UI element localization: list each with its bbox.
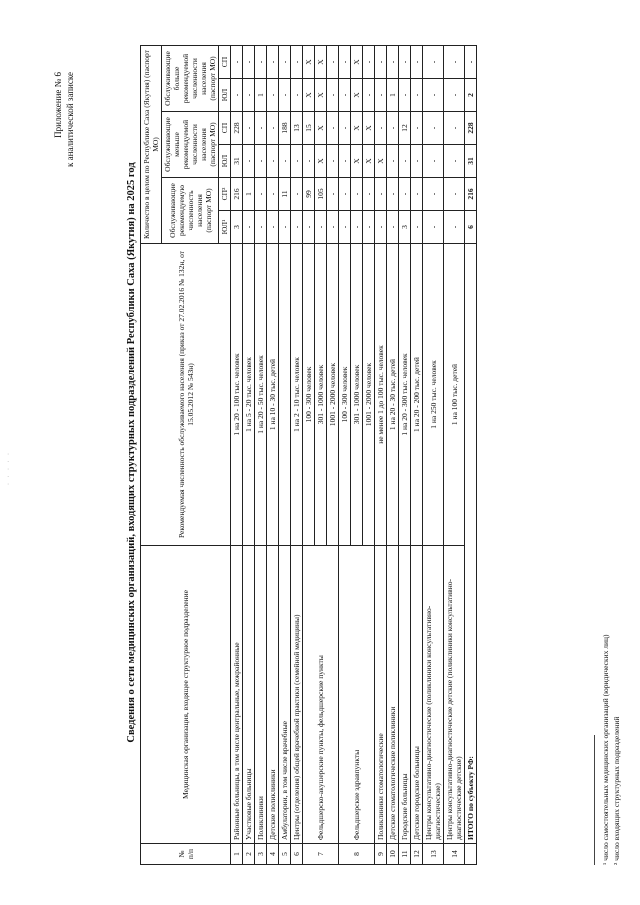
- footnotes: [600, 634, 622, 865]
- row-value: -: [399, 145, 411, 178]
- total-value: 228: [465, 112, 477, 145]
- row-value: -: [423, 79, 444, 112]
- row-value: -: [387, 112, 399, 145]
- row-value: X: [315, 46, 327, 79]
- table-row: [279, 46, 291, 865]
- row-value: -: [267, 79, 279, 112]
- row-value: 216: [231, 178, 243, 211]
- row-value: -: [363, 178, 375, 211]
- row-norm: 301 - 1000 человек: [315, 244, 327, 546]
- header-org: Медицинская организация, входящее структурное подразделение: [141, 545, 231, 843]
- row-value: -: [291, 178, 303, 211]
- row-number: 4: [267, 844, 279, 865]
- row-value: 3: [399, 211, 411, 244]
- row-value: -: [411, 145, 423, 178]
- row-value: -: [423, 178, 444, 211]
- row-value: -: [444, 145, 465, 178]
- appendix-subtitle: к аналитической записке: [65, 72, 75, 167]
- row-norm: 1 на 10 - 30 тыс. детей: [267, 244, 279, 546]
- row-norm: 1 на 20 - 100 тыс. человек: [231, 244, 243, 546]
- row-value: -: [375, 112, 387, 145]
- row-value: -: [339, 145, 351, 178]
- row-number: 10: [387, 844, 399, 865]
- row-org-name: Районные больницы, в том числе центральные, межрайонные: [231, 545, 243, 843]
- row-value: 188: [279, 112, 291, 145]
- row-number: 12: [411, 844, 423, 865]
- row-norm: 1 на 100 тыс. детей: [444, 244, 465, 546]
- table-row: [399, 46, 411, 865]
- row-value: X: [303, 79, 315, 112]
- table-row: [231, 46, 243, 865]
- row-value: X: [315, 145, 327, 178]
- row-value: X: [315, 112, 327, 145]
- row-number: 6: [291, 844, 303, 865]
- row-number: 2: [243, 844, 255, 865]
- row-norm: 1001 - 2000 человек: [363, 244, 375, 546]
- header-num: № п/п: [141, 844, 231, 865]
- row-value: -: [291, 79, 303, 112]
- row-value: -: [411, 46, 423, 79]
- row-number: 11: [399, 844, 411, 865]
- row-value: -: [375, 79, 387, 112]
- row-value: -: [387, 178, 399, 211]
- row-norm: 100 - 300 человек: [339, 244, 351, 546]
- row-org-name: Участковые больницы: [243, 545, 255, 843]
- row-norm: 100 - 300 человек: [303, 244, 315, 546]
- row-value: -: [444, 79, 465, 112]
- row-value: -: [267, 145, 279, 178]
- row-value: X: [351, 46, 363, 79]
- row-org-name: Городские больницы: [399, 545, 411, 843]
- row-value: -: [243, 211, 255, 244]
- row-number: 8: [339, 844, 375, 865]
- header-yul: ЮЛ: [219, 79, 231, 112]
- footnote-1: ¹ число самостоятельных медицинских организаций (юридических лиц): [601, 634, 610, 865]
- row-value: -: [375, 46, 387, 79]
- row-value: -: [279, 211, 291, 244]
- row-value: -: [327, 46, 339, 79]
- table-row: [255, 46, 267, 865]
- row-org-name: Фельдшерские здравпункты: [339, 545, 375, 843]
- total-label: ИТОГО по субъекту РФ:: [465, 244, 477, 844]
- table-row: [303, 46, 315, 865]
- row-value: 1: [243, 178, 255, 211]
- header-sp: СП: [219, 112, 231, 145]
- row-value: -: [315, 211, 327, 244]
- row-value: -: [444, 46, 465, 79]
- row-value: -: [363, 211, 375, 244]
- header-group-more: Обслуживающие больше рекомендуемой численности населения (паспорт МО): [162, 46, 219, 112]
- total-value: 2: [465, 79, 477, 112]
- row-org-name: Детские стоматологические поликлиники: [387, 545, 399, 843]
- row-value: -: [327, 112, 339, 145]
- row-number: 3: [255, 844, 267, 865]
- row-value: -: [387, 211, 399, 244]
- table-row: [291, 46, 303, 865]
- row-value: -: [267, 112, 279, 145]
- table-row: [339, 46, 351, 865]
- row-value: -: [267, 46, 279, 79]
- row-org-name: Детские городские больницы: [411, 545, 423, 843]
- row-value: -: [399, 79, 411, 112]
- row-value: -: [423, 112, 444, 145]
- row-value: -: [243, 145, 255, 178]
- table-row: [243, 46, 255, 865]
- row-value: 3: [231, 211, 243, 244]
- row-org-name: Фельдшерско-акушерские пункты, фельдшерские пункты: [303, 545, 339, 843]
- row-value: 1: [387, 79, 399, 112]
- row-value: -: [363, 79, 375, 112]
- document-title: Сведения о сети медицинских организаций, входящих структурных подразделений Республики Саха (Якутия) на 2025 год: [126, 162, 137, 743]
- row-number: 1: [231, 844, 243, 865]
- row-value: -: [255, 145, 267, 178]
- data-table: [140, 45, 477, 865]
- total-value: -: [465, 46, 477, 79]
- header-group-recommended: Обслуживающие рекомендуемую численность населения (паспорт МО): [162, 178, 219, 244]
- appendix-number: Приложение № 6: [53, 72, 63, 138]
- row-value: -: [243, 79, 255, 112]
- row-value: -: [387, 46, 399, 79]
- row-value: -: [444, 178, 465, 211]
- total-num-cell: [465, 844, 477, 865]
- row-value: 11: [279, 178, 291, 211]
- header-group-less: Обслуживающие меньше рекомендуемой численности населения (паспорт МО): [162, 112, 219, 178]
- row-value: -: [339, 46, 351, 79]
- header-yul: ЮЛ¹: [219, 211, 231, 244]
- row-norm: 1 на 20 - 200 тыс. детей: [411, 244, 423, 546]
- row-value: -: [399, 46, 411, 79]
- row-norm: 1 на 250 тыс. человек: [423, 244, 444, 546]
- total-value: 216: [465, 178, 477, 211]
- row-value: -: [444, 211, 465, 244]
- row-value: -: [351, 211, 363, 244]
- header-sp: СП: [219, 46, 231, 79]
- row-value: -: [444, 112, 465, 145]
- row-norm: 1 на 5 - 20 тыс. человек: [243, 244, 255, 546]
- row-value: -: [387, 145, 399, 178]
- row-value: 1: [255, 79, 267, 112]
- row-value: -: [339, 211, 351, 244]
- row-org-name: Поликлиники: [255, 545, 267, 843]
- footnote-2: ² число входящих структурных подразделений: [612, 716, 621, 865]
- row-value: X: [315, 79, 327, 112]
- row-value: -: [339, 178, 351, 211]
- row-number: 5: [279, 844, 291, 865]
- row-value: -: [243, 112, 255, 145]
- row-value: X: [351, 79, 363, 112]
- row-number: 14: [444, 844, 465, 865]
- row-value: -: [231, 46, 243, 79]
- row-value: -: [351, 178, 363, 211]
- row-value: -: [231, 79, 243, 112]
- row-value: -: [423, 46, 444, 79]
- row-value: -: [339, 112, 351, 145]
- row-value: X: [351, 112, 363, 145]
- row-value: -: [255, 178, 267, 211]
- row-value: -: [423, 211, 444, 244]
- row-value: 105: [315, 178, 327, 211]
- row-value: -: [291, 145, 303, 178]
- appendix-caption: [52, 72, 76, 167]
- row-value: -: [255, 46, 267, 79]
- row-number: 9: [375, 844, 387, 865]
- row-norm: 1 на 20 - 50 тыс. человек: [255, 244, 267, 546]
- row-value: 12: [399, 112, 411, 145]
- row-value: -: [411, 211, 423, 244]
- row-norm: 1 на 2 - 10 тыс. человек: [291, 244, 303, 546]
- row-norm: [279, 244, 291, 546]
- table-row: [387, 46, 399, 865]
- row-value: -: [411, 79, 423, 112]
- row-value: X: [351, 145, 363, 178]
- table-row: [267, 46, 279, 865]
- row-value: -: [267, 211, 279, 244]
- row-org-name: Центры консультативно-диагностические детские (поликлиники консультативно-диагностические детские): [444, 545, 465, 843]
- table-row: [444, 46, 465, 865]
- row-value: -: [363, 46, 375, 79]
- row-norm: 1 на 20 - 300 тыс. человек: [399, 244, 411, 546]
- row-value: 228: [231, 112, 243, 145]
- header-yul: ЮЛ: [219, 145, 231, 178]
- table-body: [231, 46, 477, 865]
- header-sp: СП²: [219, 178, 231, 211]
- row-value: -: [303, 211, 315, 244]
- row-value: -: [279, 79, 291, 112]
- row-value: X: [363, 145, 375, 178]
- row-value: -: [267, 178, 279, 211]
- row-value: -: [291, 211, 303, 244]
- row-value: -: [327, 178, 339, 211]
- row-org-name: Центры (отделения) общей врачебной практики (семейной медицины): [291, 545, 303, 843]
- table-row: [411, 46, 423, 865]
- table-row: [375, 46, 387, 865]
- row-value: -: [423, 145, 444, 178]
- row-value: 15: [303, 112, 315, 145]
- row-value: -: [291, 46, 303, 79]
- table-row: [423, 46, 444, 865]
- footnote-divider: [594, 735, 595, 865]
- row-number: 13: [423, 844, 444, 865]
- total-value: 31: [465, 145, 477, 178]
- row-value: -: [243, 46, 255, 79]
- row-norm: 1 на 20 - 30 тыс. детей: [387, 244, 399, 546]
- row-value: -: [327, 145, 339, 178]
- row-number: 7: [303, 844, 339, 865]
- row-value: X: [375, 145, 387, 178]
- row-value: -: [411, 112, 423, 145]
- row-value: -: [279, 145, 291, 178]
- row-value: -: [327, 79, 339, 112]
- header-quantity: Количество в целом по Республике Саха (Якутия) (паспорт МО): [141, 46, 162, 244]
- row-value: -: [375, 211, 387, 244]
- row-value: -: [303, 145, 315, 178]
- row-norm: не менее 1 до 100 тыс. человек: [375, 244, 387, 546]
- total-value: 6: [465, 211, 477, 244]
- row-norm: 301 - 1000 человек: [351, 244, 363, 546]
- header-norm: Рекомендуемая численность обслуживаемого населения (приказ от 27.02.2016 № 132н, от 15.05.2012 № 543н): [141, 244, 231, 546]
- table-total-row: [465, 46, 477, 865]
- row-value: 99: [303, 178, 315, 211]
- row-value: 31: [231, 145, 243, 178]
- row-value: -: [411, 178, 423, 211]
- row-norm: 1001 - 2000 человек: [327, 244, 339, 546]
- row-value: -: [399, 178, 411, 211]
- row-value: -: [255, 211, 267, 244]
- row-value: -: [327, 211, 339, 244]
- row-value: X: [363, 112, 375, 145]
- row-value: -: [279, 46, 291, 79]
- row-value: 13: [291, 112, 303, 145]
- row-value: -: [375, 178, 387, 211]
- row-org-name: Детские поликлиники: [267, 545, 279, 843]
- row-org-name: Центры консультативно-диагностические (поликлиники консультативно-диагностические): [423, 545, 444, 843]
- row-value: X: [303, 46, 315, 79]
- row-value: -: [255, 112, 267, 145]
- row-org-name: Амбулатории, в том числе врачебные: [279, 545, 291, 843]
- row-org-name: Поликлиники стоматологические: [375, 545, 387, 843]
- scan-mark: · · · · ·: [6, 451, 12, 485]
- row-value: -: [339, 79, 351, 112]
